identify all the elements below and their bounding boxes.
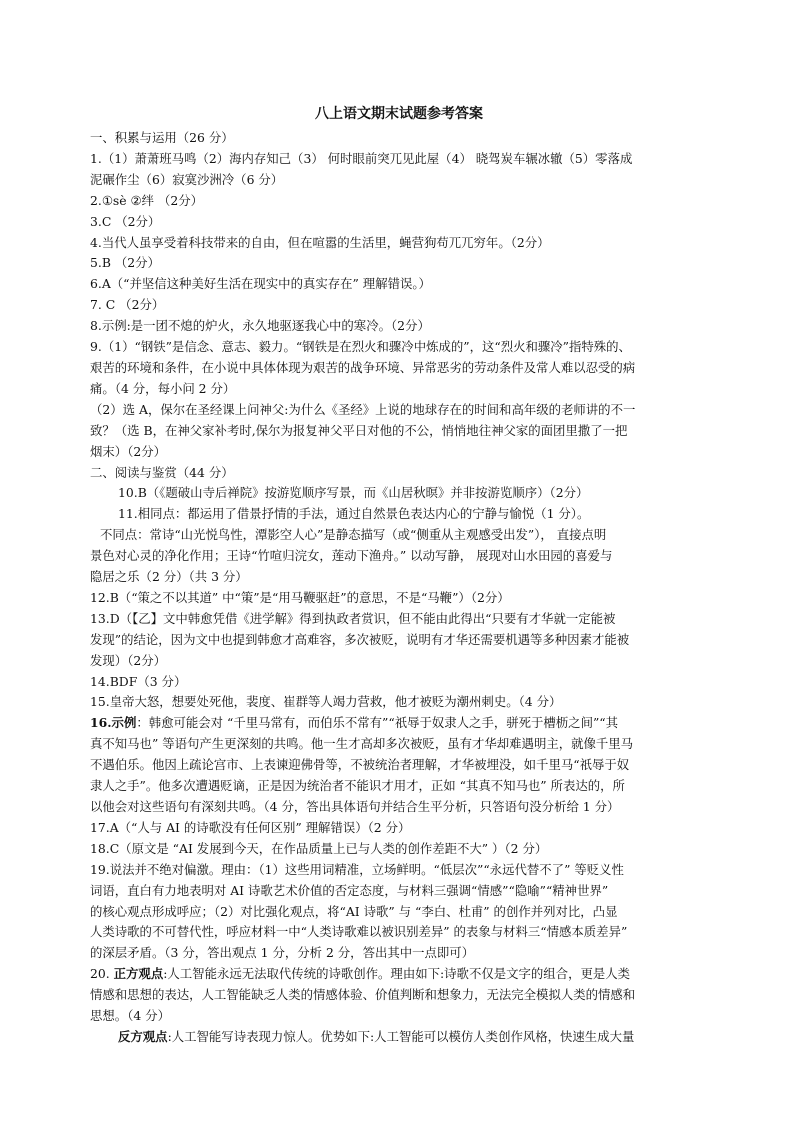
q20-con-label: 反方观点	[118, 1028, 168, 1044]
answer-q19-line-3: 的核心观点形成呼应；（2）对比强化观点，将“AI 诗歌” 与 “李白、杜甫” 的创作并列对比，凸显	[90, 903, 618, 919]
answer-q16-line-5: 以他会对这些语句有深刻共鸣。（4 分，答出具体语句并结合生平分析，只答语句没分析给 1 分）	[90, 799, 620, 814]
answer-q9-line-3: 痛。（4 分，每小问 2 分）	[90, 380, 236, 396]
answer-q13-line-1: 13.D（【乙】文中韩愈凭借《进学解》得到执政者赏识，但不能由此得出“只要有才华就一定能被	[90, 610, 616, 626]
answer-q11-line-1: 11.相同点：都运用了借景抒情的手法，通过自然景色表达内心的宁静与愉悦（1 分）。	[118, 506, 590, 522]
answer-q19-line-4: 人类诗歌的不可替代性，呼应材料一中“人类诗歌难以被识别差异” 的表象与材料三“情感本质差异”	[90, 924, 628, 940]
q20-pro-text: :人工智能永远无法取代传统的诗歌创作。理由如下:诗歌不仅是文字的组合，更是人类	[163, 966, 631, 982]
answer-q11-line-2: 不同点：常诗“山光悦鸟性，潭影空人心”是静态描写（或“侧重从主观感受出发”）， 直接点明	[100, 527, 607, 543]
answer-q14: 14.BDF（3 分）	[90, 673, 187, 689]
answer-q20-line-1	[90, 964, 708, 985]
answer-q9-line-2: 艰苦的环境和条件，在小说中具体体现为艰苦的战争环境、异常恶劣的劳动条件及常人难以忍受的病	[90, 359, 636, 375]
answer-q9-line-5: 致？（选 B，在神父家补考时,保尔为报复神父平日对他的不公，悄悄地往神父家的面团里撒了一把	[90, 422, 628, 438]
q20-pro-label: 正方观点	[113, 966, 164, 982]
answer-q13-line-2: 发现”的结论，因为文中也提到韩愈才高难容，多次被贬，说明有才华还需要机遇等多种因素才能被	[90, 631, 630, 647]
answer-q11-line-4: 隐居之乐（2 分）（共 3 分）	[90, 569, 248, 585]
answer-q20-line-3: 思想。（4 分）	[90, 1008, 170, 1024]
page-title: 八上语文期末试题参考答案	[315, 106, 483, 122]
answer-q11-line-3: 景色对心灵的净化作用；王诗“竹喧归浣女，莲动下渔舟。” 以动写静， 展现对山水田园的喜爱与	[90, 548, 613, 564]
answer-q7: 7. C （2分）	[90, 297, 165, 313]
q20-con-text: :人工智能写诗表现力惊人。优势如下:人工智能可以模仿人类创作风格，快速生成大量	[167, 1028, 635, 1044]
answer-q2: 2.①sè ②绊 （2分）	[90, 192, 204, 208]
answer-q13-line-3: 发现）（2分）	[90, 652, 167, 668]
section-heading-1: 一、积累与运用（26 分）	[90, 130, 234, 145]
answer-q20-line-4	[90, 1027, 708, 1048]
q20-number: 20.	[90, 966, 114, 982]
answer-q10: 10.B（《题破山寺后禅院》按游览顺序写景，而《山居秋暝》并非按游览顺序）（2分）	[118, 485, 589, 501]
answer-q4: 4.当代人虽享受着科技带来的自由，但在喧嚣的生活里，蝇营狗苟兀兀穷年。（2分）	[90, 234, 550, 250]
answer-q1-line-1: 1.（1）萧萧班马鸣（2）海内存知己（3） 何时眼前突兀见此屋（4） 晓驾炭车辗冰辙（5）零落成	[90, 150, 633, 166]
answer-q9-line-1: 9.（1）“钢铁”是信念、意志、毅力。“钢铁是在烈火和骤冷中炼成的”，这“烈火和骤冷”指特殊的、	[90, 339, 631, 355]
answer-q15: 15.皇帝大怒，想要处死他，裴度、崔群等人竭力营救，他才被贬为潮州刺史。（4 分）	[90, 694, 562, 710]
answer-q8: 8.示例:是一团不熄的炉火，永久地驱逐我心中的寒冷。（2分）	[90, 318, 430, 334]
answer-q3: 3.C （2分）	[90, 213, 161, 229]
answer-q9-line-6: 烟末）（2分）	[90, 443, 167, 459]
answer-q19-line-2: 词语，直白有力地表明对 AI 诗歌艺术价值的否定态度，与材料三强调“情感”“隐喻”“精神世界”	[90, 882, 609, 898]
section-heading-2: 二、阅读与鉴赏（44 分）	[90, 464, 234, 480]
answer-q19-line-5: 的深层矛盾。（3 分，答出观点 1 分，分析 2 分，答出其中一点即可）	[90, 945, 475, 961]
answer-q12: 12.B（“策之不以其道” 中“策”是“用马鞭驱赶”的意思，不是“马鞭”）（2分）	[90, 589, 510, 605]
answer-q18: 18.C（原文是 “AI 发展到今天，在作品质量上已与人类的创作差距不大” ）（2 分）	[90, 840, 548, 856]
q16-label: 16.示例	[90, 715, 137, 731]
answer-q9-line-4: （2）选 A，保尔在圣经课上问神父:为什么《圣经》上说的地球存在的时间和高年级的老师讲的不一	[90, 401, 636, 417]
answer-q16-line-3: 不遇伯乐。他因上疏论宫市、上表谏迎佛骨等，不被统治者理解，才华被埋没，如千里马“祇辱于奴	[90, 757, 630, 773]
q16-text: ：韩愈可能会对 “千里马常有，而伯乐不常有”“祇辱于奴隶人之手，骈死于槽枥之间”“其	[136, 715, 619, 731]
answer-q20-line-2: 情感和思想的表达，人工智能缺乏人类的情感体验、价值判断和想象力，无法完全模拟人类的情感和	[90, 987, 636, 1003]
answer-q5: 5.B （2分）	[90, 255, 160, 271]
answer-q17: 17.A（“人与 AI 的诗歌没有任何区别” 理解错误）（2 分）	[90, 819, 411, 835]
answer-q6: 6.A（“并坚信这种美好生活在现实中的真实存在” 理解错误。）	[90, 276, 431, 292]
answer-q19-line-1: 19.说法并不绝对偏激。理由：（1）这些用词精准，立场鲜明。“低层次”“永远代替不了” 等贬义性	[90, 861, 624, 877]
answer-q16-line-1	[90, 713, 708, 734]
answer-q1-line-2: 泥碾作尘（6）寂寞沙洲冷（6 分）	[90, 171, 284, 187]
answer-q16-line-4: 隶人之手”。他多次遭遇贬谪，正是因为统治者不能识才用才，正如 “其真不知马也” 所表达的，所	[90, 778, 625, 794]
answer-q16-line-2: 真不知马也” 等语句产生更深刻的共鸣。他一生才高却多次被贬，虽有才华却难遇明主，就像千里马	[90, 736, 634, 752]
